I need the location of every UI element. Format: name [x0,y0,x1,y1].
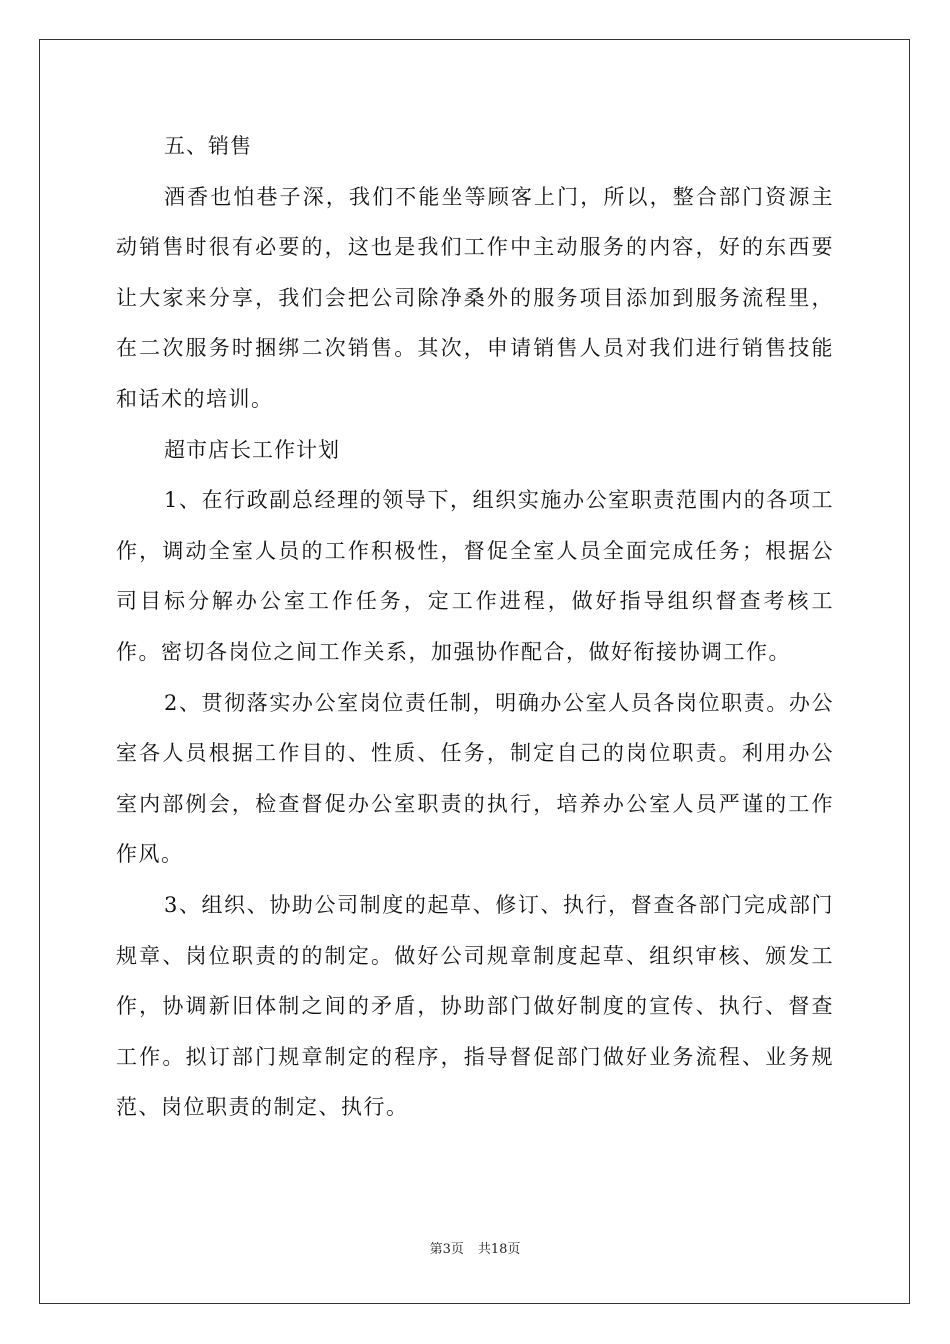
plan-item-3: 3、组织、协助公司制度的起草、修订、执行，督查各部门完成部门规章、岗位职责的的制定。做好公司规章制度起草、组织审核、颁发工作，协调新旧体制之间的矛盾，协助部门做好制度的宣传、执行、督查工作。拟订部门规章制定的程序，指导督促部门做好业务流程、业务规范、岗位职责的制定、执行。 [116,892,834,1120]
plan-item-1: 1、在行政副总经理的领导下，组织实施办公室职责范围内的各项工作，调动全室人员的工作积极性，督促全室人员全面完成任务；根据公司目标分解办公室工作任务，定工作进程，做好指导组织督查考核工作。密切各岗位之间工作关系，加强协作配合，做好衔接协调工作。 [116,488,834,664]
document-body [116,121,834,1133]
section-heading: 五、销售 [164,134,252,158]
plan-item-2: 2、贯彻落实办公室岗位责任制，明确办公室人员各岗位职责。办公室各人员根据工作目的、性质、任务，制定自己的岗位职责。利用办公室内部例会，检查督促办公室职责的执行，培养办公室人员严谨的工作作风。 [116,690,834,867]
page-number: 第3页 [429,1242,464,1257]
page-total: 共18页 [477,1242,521,1257]
plan-title: 超市店长工作计划 [164,437,340,462]
page-footer [0,1238,950,1257]
sales-paragraph: 酒香也怕巷子深，我们不能坐等顾客上门，所以，整合部门资源主动销售时很有必要的，这也是我们工作中主动服务的内容，好的东西要让大家来分享，我们会把公司除净桑外的服务项目添加到服务流程里，在二次服务时捆绑二次销售。其次，申请销售人员对我们进行销售技能和话术的培训。 [116,184,834,411]
